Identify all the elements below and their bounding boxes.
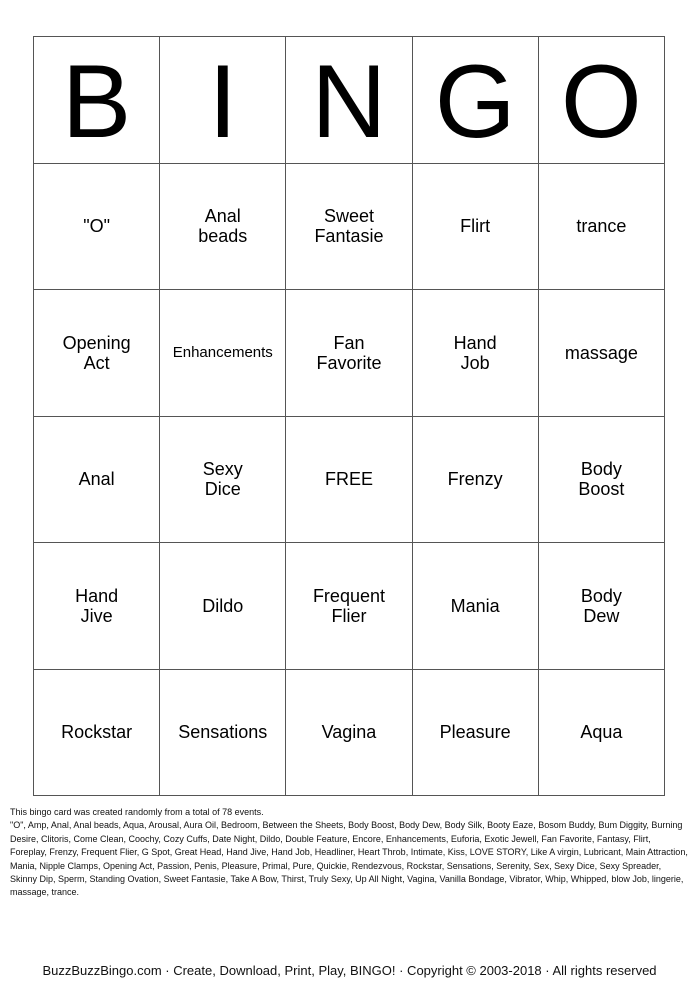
header-letter-b: B xyxy=(34,37,160,164)
bingo-cell[interactable]: Flirt xyxy=(412,163,538,290)
bingo-cell[interactable]: Body Boost xyxy=(538,416,664,543)
bingo-cell[interactable]: Aqua xyxy=(538,669,664,796)
site-footer: BuzzBuzzBingo.com · Create, Download, Print, Play, BINGO! · Copyright © 2003-2018 · All rights reserved xyxy=(42,963,657,978)
bingo-cell[interactable]: Enhancements xyxy=(160,290,286,417)
bingo-cell[interactable]: Sensations xyxy=(160,669,286,796)
bingo-row xyxy=(34,163,665,290)
bingo-cell[interactable]: Hand Job xyxy=(412,290,538,417)
bingo-cell[interactable]: Frequent Flier xyxy=(286,543,412,670)
card-summary: This bingo card was created randomly from a total of 78 events. xyxy=(10,807,264,817)
header-letter-o: O xyxy=(538,37,664,164)
bingo-cell[interactable]: Sexy Dice xyxy=(160,416,286,543)
bingo-cell[interactable]: Anal xyxy=(34,416,160,543)
bingo-cell[interactable]: "O" xyxy=(34,163,160,290)
bingo-cell[interactable]: Opening Act xyxy=(34,290,160,417)
bingo-row xyxy=(34,543,665,670)
card-info xyxy=(10,806,690,900)
bingo-cell[interactable]: Mania xyxy=(412,543,538,670)
bingo-row xyxy=(34,669,665,796)
bingo-cell[interactable]: Vagina xyxy=(286,669,412,796)
bingo-cell[interactable]: Anal beads xyxy=(160,163,286,290)
bingo-header-row xyxy=(34,37,665,164)
bingo-cell[interactable]: Rockstar xyxy=(34,669,160,796)
event-list: "O", Amp, Anal, Anal beads, Aqua, Arousal, Aura Oil, Bedroom, Between the Sheets, Body Boost, Body Dew, Body Silk, Booty Eaze, Bosom Buddy, Bum Diggity, Burning Desire, Clitoris, Come Clean, Coochy, Cozy Cuffs, Date Night, Dildo, Double Feature, Encore, Enhancements, Euforia, Exotic Jewell, Fan Favorite, Fantasy, Flirt, Foreplay, Frenzy, Frequent Flier, G Spot, Great Head, Hand Jive, Hand Job, Headliner, Heart Throb, Intimate, Kiss, LOVE STORY, Like A virgin, Lubricant, Main Attraction, Mania, Nipple Clamps, Opening Act, Passion, Penis, Pleasure, Primal, Pure, Quickie, Rendezvous, Rockstar, Sensations, Serenity, Sex, Sexy Dice, Sexy Spreader, Skinny Dip, Sperm, Standing Ovation, Sweet Fantasie, Take A Bow, Thirst, Truly Sexy, Up All Night, Vagina, Vanilla Bondage, Vibrator, Whip, Whipped, blow Job, lingerie, massage, trance. xyxy=(10,820,688,898)
bingo-cell[interactable]: Body Dew xyxy=(538,543,664,670)
bingo-cell[interactable]: Fan Favorite xyxy=(286,290,412,417)
bingo-cell[interactable]: Sweet Fantasie xyxy=(286,163,412,290)
header-letter-i: I xyxy=(160,37,286,164)
bingo-row xyxy=(34,290,665,417)
header-letter-n: N xyxy=(286,37,412,164)
bingo-card xyxy=(33,36,665,796)
free-space-cell[interactable]: FREE xyxy=(286,416,412,543)
bingo-cell[interactable]: trance xyxy=(538,163,664,290)
header-letter-g: G xyxy=(412,37,538,164)
bingo-cell[interactable]: Dildo xyxy=(160,543,286,670)
bingo-cell[interactable]: Hand Jive xyxy=(34,543,160,670)
bingo-cell[interactable]: massage xyxy=(538,290,664,417)
bingo-cell[interactable]: Pleasure xyxy=(412,669,538,796)
bingo-row xyxy=(34,416,665,543)
bingo-cell[interactable]: Frenzy xyxy=(412,416,538,543)
